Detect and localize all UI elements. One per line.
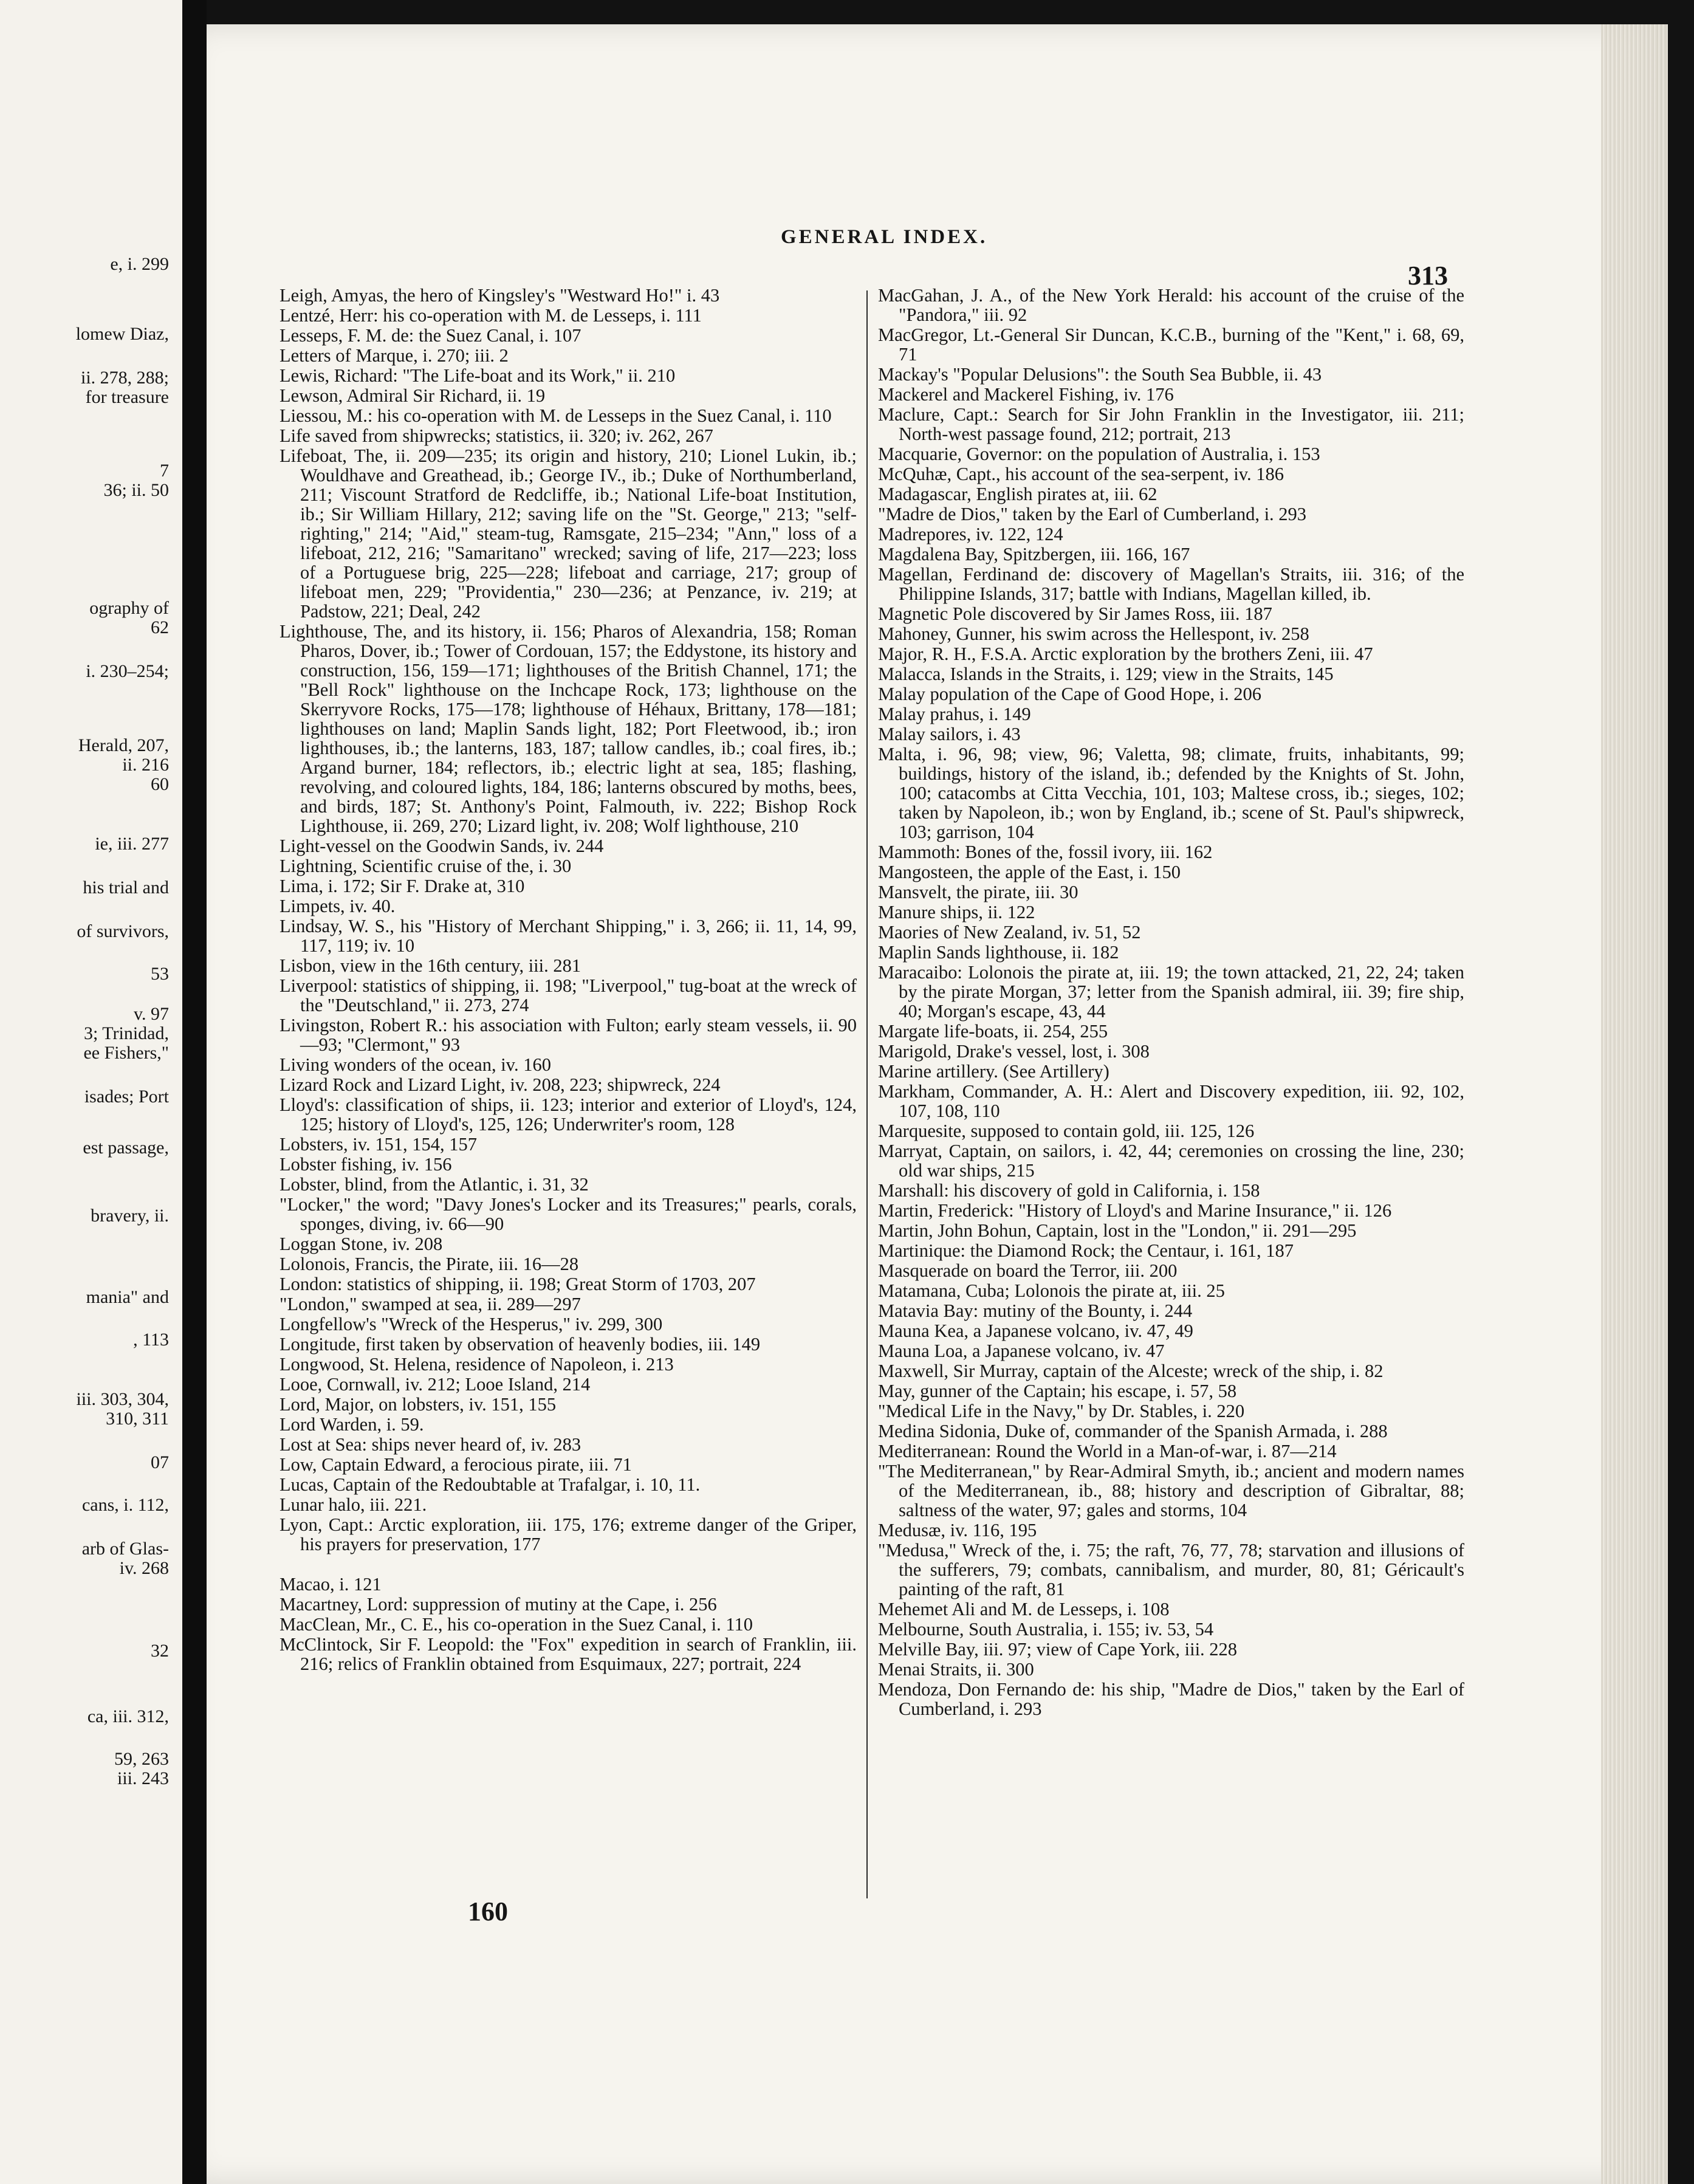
- index-entry: Malay population of the Cape of Good Hope, i. 206: [878, 684, 1262, 704]
- index-entry: "Madre de Dios," taken by the Earl of Cumberland, i. 293: [878, 504, 1307, 524]
- index-entry: "The Mediterranean," by Rear-Admiral Smyth, ib.; ancient and modern names of the Mediterranean, ib., 88; history and description of Gibraltar, 88; saltness of the water, 97; gales and storms, 104: [878, 1461, 1464, 1520]
- facing-page-text: 3; Trinidad,: [83, 1023, 169, 1043]
- index-entry: Macao, i. 121: [279, 1574, 382, 1595]
- index-entry: Lloyd's: classification of ships, ii. 123; interior and exterior of Lloyd's, 124, 125; history of Lloyd's, 125, 126; Underwriter's room, 128: [279, 1094, 857, 1135]
- index-entry: Malay sailors, i. 43: [878, 724, 1021, 744]
- index-entry: Margate life-boats, ii. 254, 255: [878, 1021, 1108, 1042]
- facing-page-text: v. 97: [133, 1004, 169, 1024]
- index-entry: Lifeboat, The, ii. 209—235; its origin and history, 210; Lionel Lukin, ib.; Wouldhave and Greathead, ib.; George IV., ib.; Duke of Northumberland, 211; Viscount Stratford de Redcliffe, ib.; National Life-boat Institution, ib.; Sir William Hillary, 212; saving life on the "St. George," 213; "self-righting," 214; "Aid," steam-tug, Ramsgate, 215–234; "Ann," loss of a lifeboat, 212, 216; "Samaritano" wrecked; saving of life, 217—223; loss of a Portuguese brig, 225—228; lifeboat and carriage, 217; group of lifeboat men, 229; "Providentia," 230—236; at Penzance, iv. 219; at Padstow, 221; Deal, 242: [279, 445, 857, 622]
- facing-page-text: 310, 311: [106, 1409, 169, 1429]
- index-entry: May, gunner of the Captain; his escape, i. 57, 58: [878, 1381, 1237, 1401]
- signature-mark: 160: [468, 1897, 508, 1926]
- index-entry: "Medical Life in the Navy," by Dr. Stables, i. 220: [878, 1401, 1245, 1421]
- facing-page-text: arb of Glas-: [81, 1539, 169, 1559]
- facing-page-text: ography of: [89, 598, 169, 618]
- index-entry: Martin, Frederick: "History of Lloyd's and Marine Insurance," ii. 126: [878, 1200, 1392, 1221]
- index-entry: Letters of Marque, i. 270; iii. 2: [279, 345, 509, 366]
- index-entry: Magellan, Ferdinand de: discovery of Magellan's Straits, iii. 316; of the Philippine Islands, 317; battle with Indians, Magellan killed, ib.: [878, 564, 1464, 604]
- index-entry: Lyon, Capt.: Arctic exploration, iii. 175, 176; extreme danger of the Griper, his prayers for preservation, 177: [279, 1514, 857, 1554]
- index-entry: Limpets, iv. 40.: [279, 896, 396, 916]
- column-divider: [866, 290, 868, 1898]
- index-entry: McQuhæ, Capt., his account of the sea-serpent, iv. 186: [878, 464, 1284, 484]
- index-entry: Lewson, Admiral Sir Richard, ii. 19: [279, 385, 546, 406]
- index-entry: Longfellow's "Wreck of the Hesperus," iv. 299, 300: [279, 1314, 663, 1334]
- index-entry: Longitude, first taken by observation of heavenly bodies, iii. 149: [279, 1334, 761, 1355]
- index-entry: Looe, Cornwall, iv. 212; Looe Island, 214: [279, 1374, 591, 1395]
- facing-page-text: bravery, ii.: [91, 1206, 169, 1226]
- facing-page-text: 53: [151, 964, 169, 984]
- index-entry: Marshall: his discovery of gold in California, i. 158: [878, 1180, 1260, 1201]
- index-entry: Lucas, Captain of the Redoubtable at Trafalgar, i. 10, 11.: [279, 1474, 701, 1495]
- index-entry: Mammoth: Bones of the, fossil ivory, iii. 162: [878, 842, 1213, 862]
- index-entry: Marquesite, supposed to contain gold, iii. 125, 126: [878, 1121, 1255, 1141]
- index-entry: Mackerel and Mackerel Fishing, iv. 176: [878, 384, 1174, 405]
- index-entry: Melville Bay, iii. 97; view of Cape York, iii. 228: [878, 1639, 1238, 1660]
- index-entry: Lizard Rock and Lizard Light, iv. 208, 223; shipwreck, 224: [279, 1074, 721, 1095]
- facing-page-text: 36; ii. 50: [103, 480, 169, 500]
- index-entry: Lindsay, W. S., his "History of Merchant Shipping," i. 3, 266; ii. 11, 14, 99, 117, 119; iv. 10: [279, 916, 857, 956]
- facing-page-text: for treasure: [85, 387, 169, 407]
- index-entry: Liessou, M.: his co-operation with M. de Lesseps in the Suez Canal, i. 110: [279, 405, 832, 426]
- index-entry: Lost at Sea: ships never heard of, iv. 283: [279, 1434, 581, 1455]
- index-entry: Lord Warden, i. 59.: [279, 1414, 424, 1435]
- index-entry: Madagascar, English pirates at, iii. 62: [878, 484, 1157, 504]
- index-entry: "Locker," the word; "Davy Jones's Locker and its Treasures;" pearls, corals, sponges, diving, iv. 66—90: [279, 1194, 857, 1234]
- index-entry: Lewis, Richard: "The Life-boat and its Work," ii. 210: [279, 365, 676, 386]
- index-entry: Mangosteen, the apple of the East, i. 150: [878, 862, 1181, 882]
- index-entry: "Medusa," Wreck of the, i. 75; the raft, 76, 77, 78; starvation and illusions of the sufferers, 79; combats, cannibalism, and murder, 80, 81; Géricault's painting of the raft, 81: [878, 1540, 1464, 1599]
- index-entry: Macquarie, Governor: on the population of Australia, i. 153: [878, 444, 1320, 464]
- facing-page-text: ii. 278, 288;: [80, 368, 169, 388]
- index-entry: Medina Sidonia, Duke of, commander of the Spanish Armada, i. 288: [878, 1421, 1388, 1441]
- index-entry: Maxwell, Sir Murray, captain of the Alceste; wreck of the ship, i. 82: [878, 1361, 1384, 1381]
- index-entry: MacClean, Mr., C. E., his co-operation in the Suez Canal, i. 110: [279, 1614, 753, 1635]
- index-entry: Madrepores, iv. 122, 124: [878, 524, 1063, 544]
- index-entry: Liverpool: statistics of shipping, ii. 198; "Liverpool," tug-boat at the wreck of the "Deutschland," ii. 273, 274: [279, 975, 857, 1015]
- index-entry: Maplin Sands lighthouse, ii. 182: [878, 942, 1119, 963]
- index-entry: Martin, John Bohun, Captain, lost in the "London," ii. 291—295: [878, 1220, 1357, 1241]
- facing-page-text: ie, iii. 277: [95, 834, 169, 854]
- index-entry: Mehemet Ali and M. de Lesseps, i. 108: [878, 1599, 1170, 1619]
- index-page: [207, 24, 1668, 2184]
- index-entry: Medusæ, iv. 116, 195: [878, 1520, 1037, 1540]
- index-entry: Manure ships, ii. 122: [878, 902, 1035, 922]
- facing-page-text: est passage,: [83, 1138, 169, 1158]
- index-entry: Mahoney, Gunner, his swim across the Hellespont, iv. 258: [878, 623, 1309, 644]
- index-entry: Lightning, Scientific cruise of the, i. 30: [279, 856, 572, 876]
- facing-page-text: iii. 243: [117, 1768, 169, 1788]
- index-entry: Lunar halo, iii. 221.: [279, 1494, 427, 1515]
- index-entry: Lesseps, F. M. de: the Suez Canal, i. 107: [279, 325, 581, 346]
- index-entry: Melbourne, South Australia, i. 155; iv. 53, 54: [878, 1619, 1214, 1640]
- index-entry: Magnetic Pole discovered by Sir James Ross, iii. 187: [878, 603, 1272, 624]
- index-entry: Maclure, Capt.: Search for Sir John Franklin in the Investigator, iii. 211; North-west passage found, 212; portrait, 213: [878, 404, 1464, 444]
- facing-page-text: lomew Diaz,: [75, 324, 169, 344]
- facing-page-text: isades; Port: [84, 1087, 169, 1107]
- index-entry: MacGahan, J. A., of the New York Herald: his account of the cruise of the "Pandora," iii. 92: [878, 285, 1464, 325]
- index-entry: Light-vessel on the Goodwin Sands, iv. 244: [279, 836, 604, 856]
- index-entry: MacGregor, Lt.-General Sir Duncan, K.C.B., burning of the "Kent," i. 68, 69, 71: [878, 325, 1464, 365]
- index-entry: Magdalena Bay, Spitzbergen, iii. 166, 167: [878, 544, 1190, 565]
- facing-page-text: 62: [151, 617, 169, 637]
- index-entry: Lobster, blind, from the Atlantic, i. 31, 32: [279, 1174, 589, 1195]
- facing-page-fragment: [0, 0, 182, 2184]
- index-entry: Livingston, Robert R.: his association with Fulton; early steam vessels, ii. 90—93; "Clermont," 93: [279, 1015, 857, 1055]
- index-entry: Loggan Stone, iv. 208: [279, 1234, 443, 1254]
- index-entry: Martinique: the Diamond Rock; the Centaur, i. 161, 187: [878, 1240, 1294, 1261]
- index-entry: Lolonois, Francis, the Pirate, iii. 16—28: [279, 1254, 579, 1274]
- index-entry: Mendoza, Don Fernando de: his ship, "Madre de Dios," taken by the Earl of Cumberland, i. 293: [878, 1679, 1464, 1719]
- index-column-left: [279, 286, 857, 1674]
- index-entry: Lobsters, iv. 151, 154, 157: [279, 1134, 478, 1155]
- index-entry: Malacca, Islands in the Straits, i. 129; view in the Straits, 145: [878, 664, 1334, 684]
- facing-page-text: ee Fishers,": [83, 1043, 169, 1063]
- index-entry: Leigh, Amyas, the hero of Kingsley's "Westward Ho!" i. 43: [279, 285, 720, 306]
- index-entry: Mansvelt, the pirate, iii. 30: [878, 882, 1078, 902]
- facing-page-text: 60: [151, 774, 169, 794]
- running-head: GENERAL INDEX.: [781, 226, 988, 248]
- index-entry: Marine artillery. (See Artillery): [878, 1061, 1109, 1082]
- facing-page-text: Herald, 207,: [78, 735, 169, 755]
- index-entry: Low, Captain Edward, a ferocious pirate, iii. 71: [279, 1454, 632, 1475]
- index-entry: Mauna Kea, a Japanese volcano, iv. 47, 49: [878, 1320, 1193, 1341]
- facing-page-text: e, i. 299: [110, 254, 169, 274]
- index-entry: Markham, Commander, A. H.: Alert and Discovery expedition, iii. 92, 102, 107, 108, 110: [878, 1081, 1464, 1121]
- index-entry: Living wonders of the ocean, iv. 160: [279, 1054, 551, 1075]
- book-gutter: [182, 0, 207, 2184]
- index-column-right: [878, 286, 1464, 1719]
- facing-page-text: of survivors,: [77, 921, 169, 941]
- facing-page-text: ca, iii. 312,: [87, 1706, 169, 1726]
- facing-page-text: ii. 216: [122, 755, 169, 775]
- index-entry: Masquerade on board the Terror, iii. 200: [878, 1260, 1178, 1281]
- index-entry: Malta, i. 96, 98; view, 96; Valetta, 98; climate, fruits, inhabitants, 99; buildings, history of the island, ib.; defended by the Knights of St. John, 100; catacombs at Citta Vecchia, 101, 103; Maltese cross, ib.; sieges, 102; taken by Napoleon, ib.; won by England, ib.; scene of St. Paul's shipwreck, 103; garrison, 104: [878, 744, 1464, 842]
- facing-page-text: i. 230–254;: [86, 661, 169, 681]
- page-edges: [1601, 24, 1668, 2184]
- index-entry: Longwood, St. Helena, residence of Napoleon, i. 213: [279, 1354, 674, 1375]
- index-entry: Lisbon, view in the 16th century, iii. 281: [279, 955, 581, 976]
- index-entry: Malay prahus, i. 149: [878, 704, 1031, 724]
- facing-page-text: iii. 303, 304,: [76, 1389, 169, 1409]
- index-entry: Mauna Loa, a Japanese volcano, iv. 47: [878, 1341, 1165, 1361]
- index-entry: Lighthouse, The, and its history, ii. 156; Pharos of Alexandria, 158; Roman Pharos, Dover, ib.; Tower of Cordouan, 157; the Eddystone, its history and construction, 156, 159—171; lighthouses of the British Channel, 171; the "Bell Rock" lighthouse on the Inchcape Rock, 173; lighthouse on the Skerryvore Rocks, 175—178; lighthouse of Héhaux, Brittany, 178—181; lighthouses on land; Maplin Sands light, 182; Port Fleetwood, ib.; iron lighthouses, ib.; the lanterns, 183, 187; tallow candles, ib.; coal fires, ib.; Argand burner, 184; reflectors, ib.; electric light at sea, 185; flashing, revolving, and coloured lights, 184, 186; lanterns obscured by moths, bees, and birds, 187; St. Anthony's Point, Falmouth, iv. 222; Bishop Rock Lighthouse, ii. 269, 270; Lizard light, iv. 208; Wolf lighthouse, 210: [279, 621, 857, 836]
- index-entry: McClintock, Sir F. Leopold: the "Fox" expedition in search of Franklin, iii. 216; relics of Franklin obtained from Esquimaux, 227; portrait, 224: [279, 1634, 857, 1674]
- facing-page-text: 07: [151, 1452, 169, 1472]
- facing-page-text: 32: [151, 1641, 169, 1661]
- page-number: 313: [1408, 261, 1448, 290]
- facing-page-text: , 113: [133, 1330, 169, 1350]
- index-entry: Menai Straits, ii. 300: [878, 1659, 1034, 1680]
- index-entry: Lobster fishing, iv. 156: [279, 1154, 452, 1175]
- index-entry: Lord, Major, on lobsters, iv. 151, 155: [279, 1394, 557, 1415]
- index-entry: Lentzé, Herr: his co-operation with M. de Lesseps, i. 111: [279, 305, 702, 326]
- facing-page-text: mania" and: [86, 1287, 169, 1307]
- index-entry: "London," swamped at sea, ii. 289—297: [279, 1294, 581, 1314]
- index-entry: Mediterranean: Round the World in a Man-of-war, i. 87—214: [878, 1441, 1337, 1461]
- index-entry: Marryat, Captain, on sailors, i. 42, 44; ceremonies on crossing the line, 230; old war ships, 215: [878, 1141, 1464, 1181]
- index-entry: Matavia Bay: mutiny of the Bounty, i. 244: [878, 1300, 1193, 1321]
- index-entry: Macartney, Lord: suppression of mutiny at the Cape, i. 256: [279, 1594, 717, 1615]
- index-entry: London: statistics of shipping, ii. 198; Great Storm of 1703, 207: [279, 1274, 756, 1294]
- index-entry: Maracaibo: Lolonois the pirate at, iii. 19; the town attacked, 21, 22, 24; taken by the pirate Morgan, 37; letter from the Spanish admiral, iii. 39; fire ship, 40; Morgan's escape, 43, 44: [878, 962, 1464, 1022]
- index-entry: Matamana, Cuba; Lolonois the pirate at, iii. 25: [878, 1280, 1225, 1301]
- facing-page-text: iv. 268: [119, 1558, 169, 1578]
- index-entry: Mackay's "Popular Delusions": the South Sea Bubble, ii. 43: [878, 364, 1322, 385]
- facing-page-text: his trial and: [83, 877, 169, 898]
- index-entry: Maories of New Zealand, iv. 51, 52: [878, 922, 1141, 943]
- facing-page-text: 59, 263: [114, 1749, 169, 1769]
- index-entry: Marigold, Drake's vessel, lost, i. 308: [878, 1041, 1150, 1062]
- index-entry: Life saved from shipwrecks; statistics, ii. 320; iv. 262, 267: [279, 425, 713, 446]
- index-entry: Major, R. H., F.S.A. Arctic exploration by the brothers Zeni, iii. 47: [878, 644, 1373, 664]
- index-entry: Lima, i. 172; Sir F. Drake at, 310: [279, 876, 525, 896]
- facing-page-text: cans, i. 112,: [81, 1495, 169, 1515]
- facing-page-text: 7: [160, 461, 169, 481]
